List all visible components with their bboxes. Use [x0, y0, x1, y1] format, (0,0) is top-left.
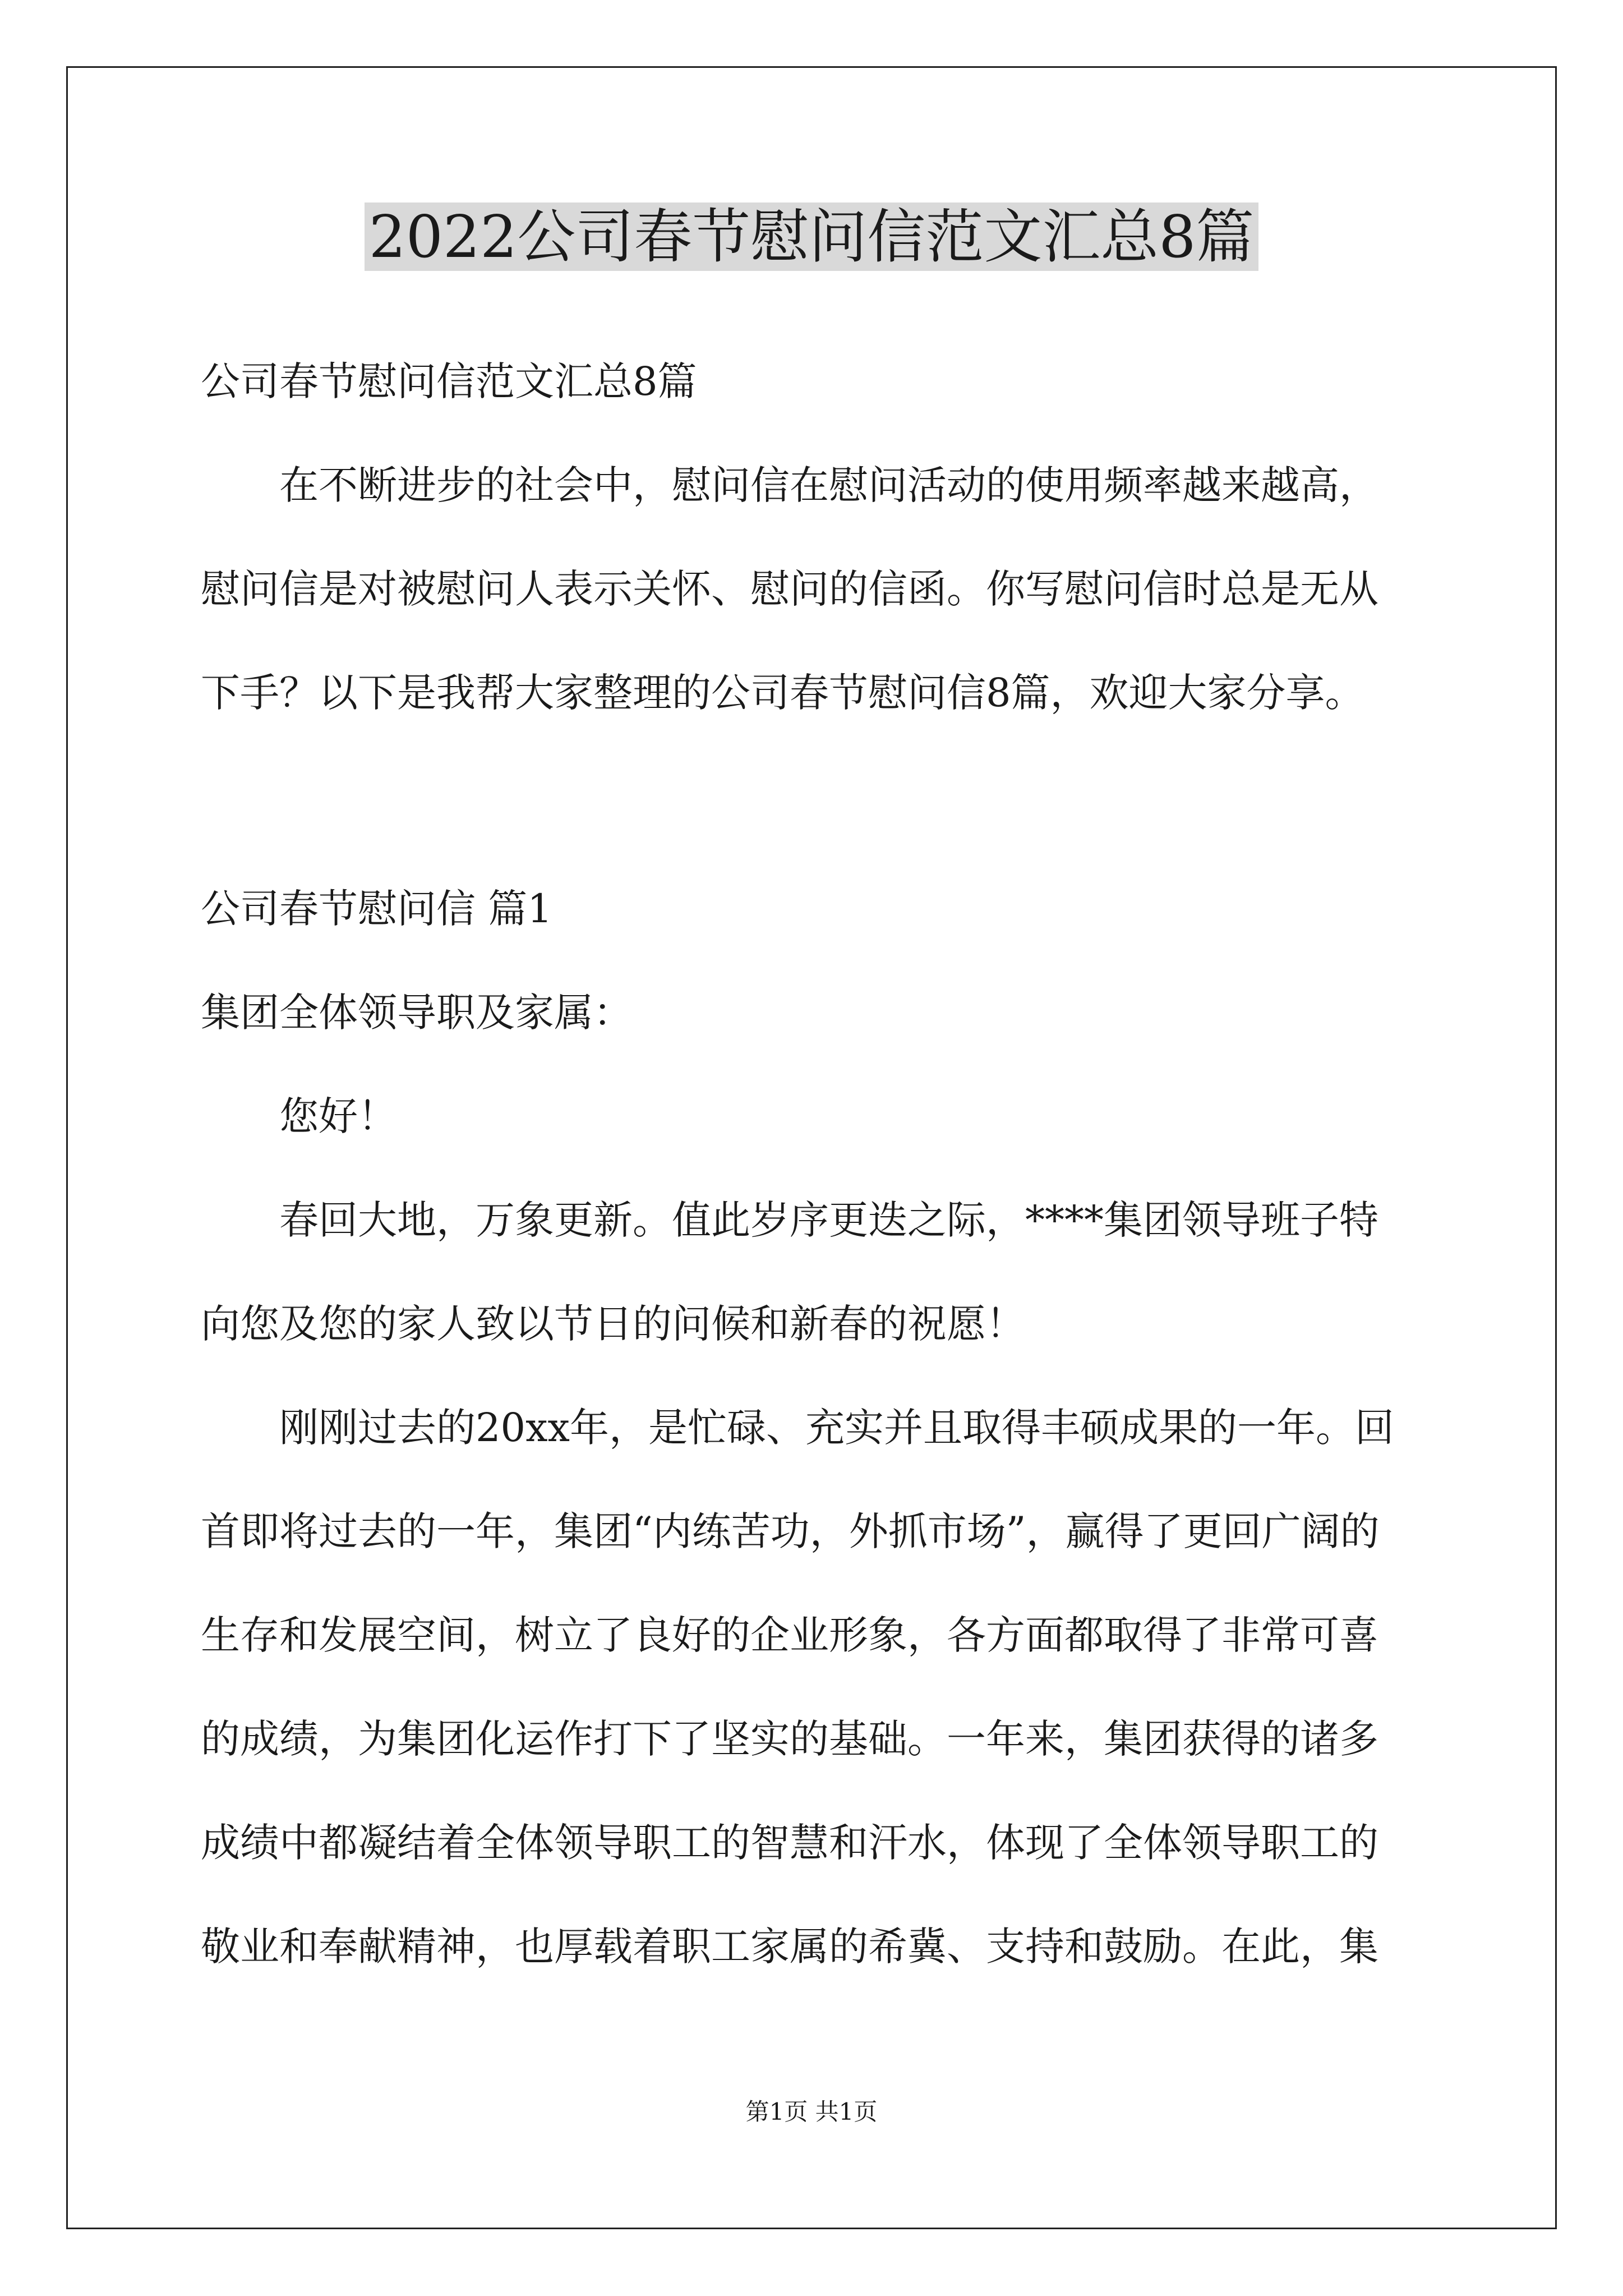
paragraph-line: 成绩中都凝结着全体领导职工的智慧和汗水，体现了全体领导职工的 — [201, 1820, 1378, 1866]
paragraph-line: 敬业和奉献精神，也厚载着职工家属的希冀、支持和鼓励。在此，集 — [201, 1924, 1378, 1970]
document-title — [0, 197, 1623, 276]
subtitle-line: 公司春节慰问信范文汇总8篇 — [201, 358, 697, 404]
section-heading: 公司春节慰问信 篇1 — [201, 886, 552, 932]
document-title-text: 2022公司春节慰问信范文汇总8篇 — [365, 203, 1259, 271]
salutation-line: 集团全体领导职及家属： — [201, 990, 633, 1036]
paragraph-line: 生存和发展空间，树立了良好的企业形象，各方面都取得了非常可喜 — [201, 1612, 1378, 1658]
paragraph-line: 下手？以下是我帮大家整理的公司春节慰问信8篇，欢迎大家分享。 — [201, 670, 1364, 716]
paragraph-line: 慰问信是对被慰问人表示关怀、慰问的信函。你写慰问信时总是无从 — [201, 566, 1378, 612]
paragraph-line: 春回大地，万象更新。值此岁序更迭之际，****集团领导班子特 — [279, 1197, 1378, 1243]
paragraph-line: 的成绩，为集团化运作打下了坚实的基础。一年来，集团获得的诸多 — [201, 1716, 1378, 1762]
greeting-line: 您好！ — [279, 1093, 397, 1139]
paragraph-line: 向您及您的家人致以节日的问候和新春的祝愿！ — [201, 1301, 1025, 1347]
page-footer: 第1页 共1页 — [745, 2098, 878, 2125]
paragraph-line: 刚刚过去的20xx年，是忙碌、充实并且取得丰硕成果的一年。回 — [279, 1405, 1395, 1451]
paragraph-line: 首即将过去的一年，集团“内练苦功，外抓市场”，赢得了更回广阔的 — [201, 1508, 1380, 1554]
paragraph-line: 在不断进步的社会中，慰问信在慰问活动的使用频率越来越高， — [279, 462, 1378, 508]
